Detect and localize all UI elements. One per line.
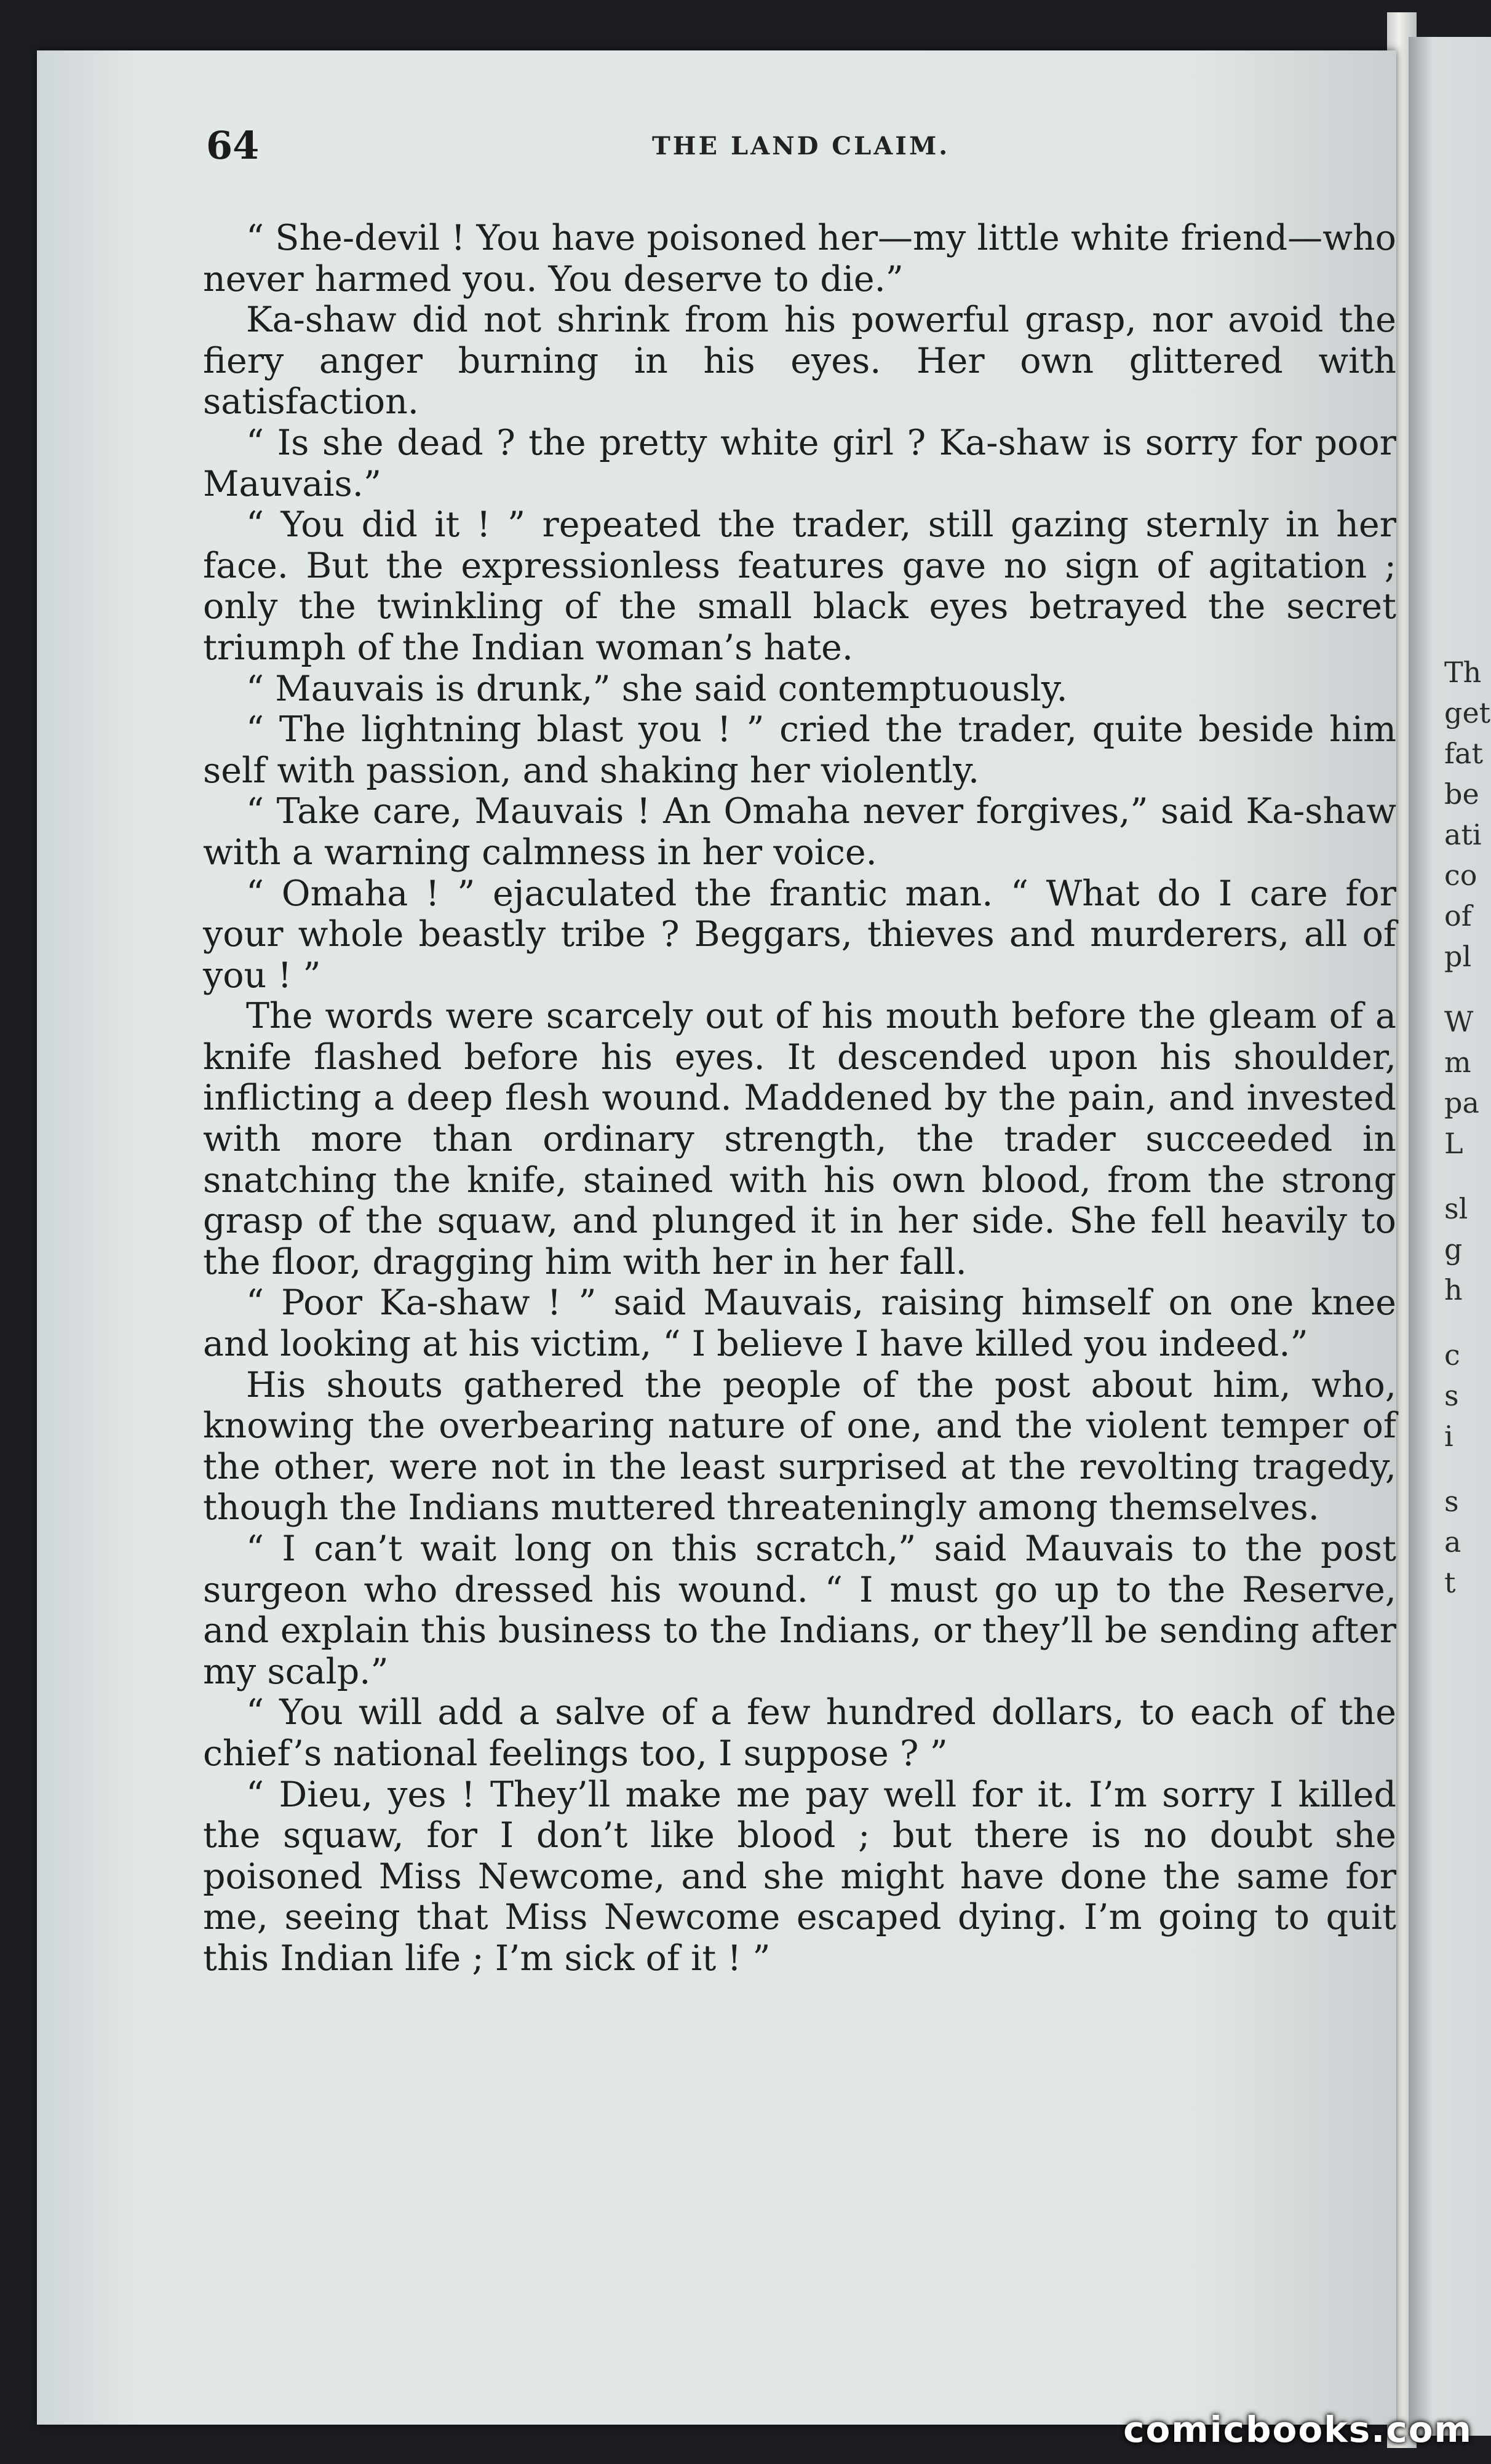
facing-fragment: pl bbox=[1444, 940, 1472, 973]
paragraph: “ You will add a salve of a few hundred dollars, to each of the chief’s national feelings too, I suppose ? ” bbox=[203, 1692, 1396, 1774]
facing-fragment: m bbox=[1444, 1046, 1471, 1079]
running-head: THE LAND CLAIM. bbox=[652, 132, 950, 161]
facing-fragment: pa bbox=[1444, 1086, 1479, 1119]
facing-fragment: a bbox=[1444, 1525, 1461, 1559]
paragraph: “ The lightning blast you ! ” cried the trader, quite beside him self with passion, and shaking her violently. bbox=[203, 709, 1396, 791]
facing-fragment: t bbox=[1444, 1566, 1456, 1599]
facing-fragment: of bbox=[1444, 899, 1472, 932]
facing-fragment: sl bbox=[1444, 1192, 1468, 1225]
facing-fragment: s bbox=[1444, 1379, 1459, 1412]
paragraph: “ She-devil ! You have poisoned her—my little white friend—who never harmed you. You deserve to die.” bbox=[203, 218, 1396, 300]
facing-page-text bbox=[1444, 652, 1491, 1603]
facing-fragment: i bbox=[1444, 1420, 1453, 1453]
facing-fragment: fat bbox=[1444, 737, 1483, 770]
paragraph: “ Is she dead ? the pretty white girl ? Ka-shaw is sorry for poor Mauvais.” bbox=[203, 422, 1396, 504]
paragraph: “ Poor Ka-shaw ! ” said Mauvais, raising himself on one knee and looking at his victim, “ I believe I have killed you indeed.” bbox=[203, 1282, 1396, 1365]
paragraph: “ Mauvais is drunk,” she said contemptuously. bbox=[246, 668, 1068, 709]
facing-fragment: ati bbox=[1444, 818, 1482, 851]
facing-fragment: c bbox=[1444, 1338, 1460, 1372]
paragraph: “ You did it ! ” repeated the trader, still gazing sternly in her face. But the expressionless features gave no sign of agitation ; only the twinkling of the small black eyes betrayed the secret triumph of the Indian woman’s hate. bbox=[203, 504, 1396, 668]
facing-fragment: s bbox=[1444, 1485, 1459, 1518]
paragraph: Ka-shaw did not shrink from his powerful grasp, nor avoid the fiery anger burning in his eyes. Her own glittered with satisfaction. bbox=[203, 300, 1396, 423]
paragraph: “ Take care, Mauvais ! An Omaha never forgives,” said Ka-shaw with a warning calmness in her voice. bbox=[203, 791, 1396, 873]
paragraph: “ I can’t wait long on this scratch,” said Mauvais to the post surgeon who dressed his wound. “ I must go up to the Reserve, and explain this business to the Indians, or they’ll be sending after my scalp.” bbox=[203, 1528, 1396, 1692]
facing-fragment: g bbox=[1444, 1233, 1463, 1266]
paragraph: “ Dieu, yes ! They’ll make me pay well for it. I’m sorry I killed the squaw, for I don’t like blood ; but there is no doubt she poisoned Miss Newcome, and she might have done the same for me, seeing that Miss Newcome escaped dying. I’m going to quit this Indian life ; I’m sick of it ! ” bbox=[203, 1774, 1396, 1979]
facing-fragment: Th bbox=[1444, 656, 1482, 689]
facing-fragment: L bbox=[1444, 1127, 1463, 1160]
paragraph: “ Omaha ! ” ejaculated the frantic man. “ What do I care for your whole beastly tribe ? Beggars, thieves and murderers, all of you ! ” bbox=[203, 873, 1396, 996]
paragraph: The words were scarcely out of his mouth before the gleam of a knife flashed before his eyes. It descended upon his shoulder, inflicting a deep flesh wound. Maddened by the pain, and invested with more than ordinary strength, the trader succeeded in snatching the knife, stained with his own blood, from the strong grasp of the squaw, and plunged it in her side. She fell heavily to the floor, dragging him with her in her fall. bbox=[203, 996, 1396, 1282]
page-body bbox=[203, 218, 1396, 1979]
facing-fragment: get bbox=[1444, 696, 1491, 729]
facing-fragment: h bbox=[1444, 1273, 1463, 1306]
facing-fragment: be bbox=[1444, 777, 1479, 811]
facing-fragment: W bbox=[1444, 1005, 1474, 1038]
page-number: 64 bbox=[206, 123, 260, 168]
paragraph: His shouts gathered the people of the post about him, who, knowing the overbearing nature of one, and the violent temper of the other, were not in the least surprised at the revolting tragedy, though the Indians muttered threateningly among themselves. bbox=[203, 1364, 1396, 1528]
facing-fragment: co bbox=[1444, 859, 1477, 892]
watermark: comicbooks.com bbox=[1123, 2409, 1473, 2450]
